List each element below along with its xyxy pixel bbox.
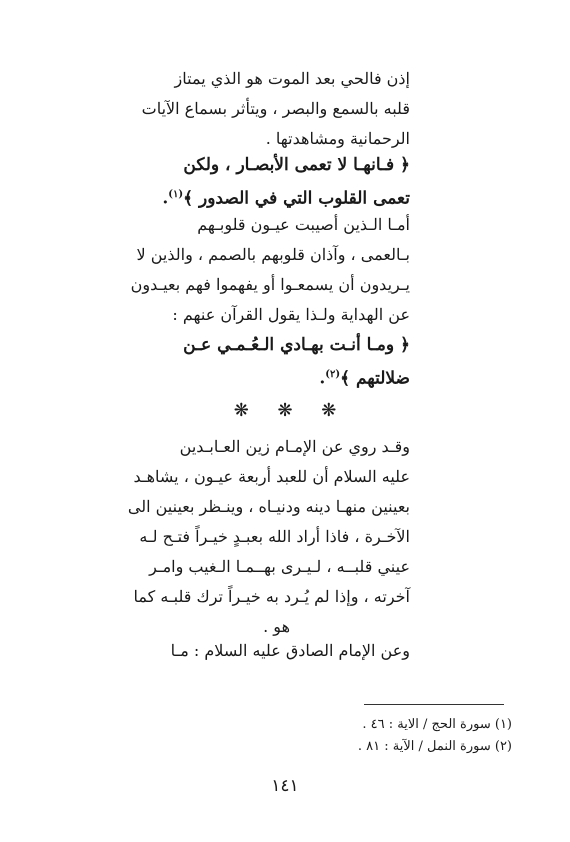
quote-text: تعمى القلوب التي في الصدور ﴾ bbox=[183, 188, 410, 209]
paragraph-2 bbox=[104, 210, 410, 330]
text-line: قلبه بالسمع والبصر ، ويتأثر بسماع الآيات bbox=[141, 99, 410, 118]
footnote-2: (٢) سورة النمل / الآية : ٨١ . bbox=[357, 739, 512, 754]
text-line: عن الهداية ولـذا يقول القرآن عنهم : bbox=[172, 305, 410, 324]
text-line: وقـد روي عن الإمـام زين العـابـدين bbox=[179, 437, 410, 456]
footnote-divider bbox=[364, 704, 504, 705]
footnote-ref-2: (٢) bbox=[325, 369, 341, 380]
footnote-1: (١) سورة الحج / الاية : ٤٦ . bbox=[362, 717, 512, 732]
quote-line: ﴿ فـانهـا لا تعمى الأبصـار ، ولكن bbox=[183, 155, 410, 175]
star-ornament-icon: ❋ bbox=[233, 400, 249, 421]
text-line: الآخـرة ، فاذا أراد الله بعبـدٍ خيـراً فتـح لـه bbox=[139, 527, 410, 546]
page-number: ١٤١ bbox=[271, 776, 299, 796]
quote-text: ضلالتهم ﴾ bbox=[340, 368, 410, 389]
footnotes bbox=[250, 714, 512, 758]
section-separator bbox=[0, 400, 570, 421]
text-line: الرحمانية ومشاهدتها . bbox=[265, 129, 410, 148]
quote-line-last bbox=[104, 180, 410, 210]
quran-quote-1 bbox=[104, 150, 410, 210]
quote-line: ﴿ ومـا أنـت بهـادي الـعُـمـي عـن bbox=[183, 335, 410, 355]
text-line: آخرته ، وإذا لم يُـرد به خيـراً ترك قلبـه كما bbox=[133, 587, 410, 606]
quote-line-last bbox=[104, 360, 410, 390]
paragraph-3 bbox=[104, 432, 410, 642]
text-line: هو . bbox=[263, 617, 290, 636]
text-line: وعن الإمام الصادق عليه السلام : مـا bbox=[170, 641, 410, 660]
end-punct: . bbox=[319, 368, 326, 389]
text-line: عليه السلام أن للعبد أربعة عيـون ، يشاهـد bbox=[133, 467, 410, 486]
paragraph-1 bbox=[104, 64, 410, 154]
text-line: بعينين منهـا دينه ودنيـاه ، وينـظر بعينين الى bbox=[127, 497, 410, 516]
text-line: إذن فالحي بعد الموت هو الذي يمتاز bbox=[174, 69, 410, 88]
quran-quote-2 bbox=[104, 330, 410, 390]
text-line: يـريدون أن يسمعـوا أو يفهموا فهم بعيـدون bbox=[130, 275, 410, 294]
text-line: عيني قلبــه ، لـيـرى بهــمـا الـغيب وامـر bbox=[149, 557, 410, 576]
text-line: بـالعمى ، وآذان قلوبهم بالصمم ، والذين لا bbox=[136, 245, 410, 264]
paragraph-4 bbox=[104, 636, 410, 666]
footnote-ref-1: (١) bbox=[168, 189, 184, 200]
star-ornament-icon: ❋ bbox=[321, 400, 337, 421]
text-line: أمـا الـذين أصيبت عيـون قلوبـهم bbox=[197, 215, 410, 234]
star-ornament-icon: ❋ bbox=[277, 400, 293, 421]
end-punct: . bbox=[162, 188, 169, 209]
